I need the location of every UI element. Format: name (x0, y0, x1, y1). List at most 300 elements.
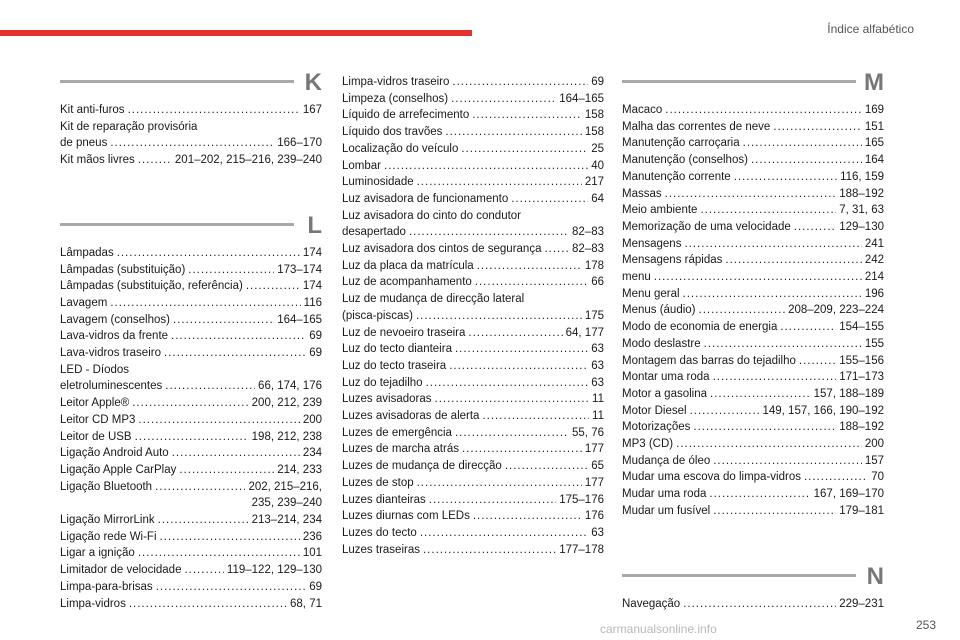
index-line (622, 186, 884, 203)
index-entry (622, 302, 884, 319)
index-pages[interactable]: 63 (591, 343, 604, 356)
dot-leader (472, 107, 582, 124)
index-pages[interactable]: 176 (584, 510, 604, 523)
index-pages[interactable]: 69 (309, 347, 322, 360)
dot-leader (505, 458, 588, 475)
index-pages[interactable]: 214, 233 (277, 463, 322, 476)
index-pages[interactable]: 68, 71 (290, 597, 322, 610)
index-line (60, 328, 322, 345)
index-pages[interactable]: 169 (864, 104, 884, 116)
index-term: Luminosidade (342, 176, 414, 189)
index-term: Luz da placa da matrícula (342, 259, 474, 272)
index-pages[interactable]: 63 (591, 526, 604, 539)
index-entry (342, 174, 604, 191)
dot-leader (544, 241, 569, 258)
index-term: Luz avisadora dos cintos de segurança (342, 243, 542, 256)
dot-leader (734, 169, 837, 186)
dot-leader (713, 453, 862, 470)
index-pages[interactable]: 155 (864, 337, 884, 350)
index-pages[interactable]: 69 (309, 580, 322, 593)
index-line (60, 102, 322, 119)
index-term: Luz do tecto traseira (342, 359, 447, 372)
index-term: Luzes do tecto (342, 526, 417, 539)
index-term: Luzes de marcha atrás (342, 443, 459, 456)
index-entry (60, 362, 322, 395)
index-line (342, 124, 604, 141)
index-term: Ligação Android Auto (60, 447, 169, 460)
index-pages[interactable]: 82–83 (572, 243, 604, 256)
index-term: Líquido de arrefecimento (342, 109, 470, 122)
index-pages[interactable]: 151 (864, 120, 884, 133)
index-pages[interactable]: 234 (302, 447, 322, 460)
index-entry (60, 529, 322, 546)
index-pages[interactable]: 202, 215–216, (248, 480, 322, 493)
index-line (60, 312, 322, 329)
section-gap (622, 520, 884, 568)
section-gap (60, 169, 322, 217)
index-pages[interactable]: 64, 177 (565, 326, 604, 339)
section-rule (622, 80, 856, 83)
index-line (342, 224, 604, 241)
index-line (622, 286, 884, 303)
dot-leader (188, 262, 274, 279)
index-line (342, 158, 604, 175)
index-entry (60, 119, 322, 152)
index-entry (622, 169, 884, 186)
index-line (342, 91, 604, 108)
index-line (342, 475, 604, 492)
dot-leader (665, 102, 862, 119)
index-entry (622, 436, 884, 453)
index-term: Motor Diesel (622, 404, 687, 417)
index-entry (342, 341, 604, 358)
index-line (622, 436, 884, 453)
dot-leader (110, 135, 274, 152)
dot-leader (725, 252, 861, 269)
index-pages[interactable]: 179–181 (839, 504, 884, 517)
dot-leader (435, 391, 590, 408)
index-pages[interactable]: 188–192 (839, 187, 884, 200)
index-line (60, 512, 322, 529)
index-term: Luz do tejadilho (342, 376, 423, 389)
index-entry (60, 479, 322, 512)
index-pages[interactable]: 167 (302, 104, 322, 116)
index-entry (342, 375, 604, 392)
index-pages[interactable]: 154–155 (839, 321, 884, 334)
index-term: Limpa-para-brisas (60, 580, 153, 593)
index-pages[interactable]: 82–83 (572, 226, 604, 239)
index-line (342, 174, 604, 191)
index-term: Lavagem (conselhos) (60, 313, 170, 326)
index-line (60, 596, 322, 613)
index-term: Luzes avisadoras (342, 393, 432, 406)
index-term: Limpa-vidros traseiro (342, 76, 450, 88)
index-line (622, 386, 884, 403)
index-line (622, 269, 884, 286)
index-pages-continued[interactable]: 235, 239–240 (251, 497, 322, 510)
index-entry (622, 186, 884, 203)
index-line (342, 141, 604, 158)
index-pages[interactable]: 166–170 (277, 137, 322, 150)
index-line (622, 403, 884, 420)
index-entry (622, 252, 884, 269)
index-pages[interactable]: 214 (864, 271, 884, 284)
index-pages[interactable]: 242 (864, 254, 884, 267)
index-pages[interactable]: 164–165 (559, 92, 604, 105)
index-term: Lâmpadas (60, 246, 114, 259)
dot-leader (138, 152, 172, 169)
index-pages[interactable]: 158 (584, 126, 604, 139)
index-column-3 (622, 69, 884, 612)
index-line (60, 378, 322, 395)
dot-leader (455, 341, 588, 358)
index-line (622, 419, 884, 436)
index-entry (342, 441, 604, 458)
index-line (60, 462, 322, 479)
index-term: Kit mãos livres (60, 154, 135, 167)
index-entry (622, 236, 884, 253)
index-pages[interactable]: 171–173 (839, 371, 884, 384)
index-line (622, 236, 884, 253)
index-term: Luzes dianteiras (342, 493, 426, 506)
index-entry (622, 119, 884, 136)
index-entry (622, 419, 884, 436)
index-term: de pneus (60, 137, 108, 150)
index-line (622, 135, 884, 152)
dot-leader (743, 135, 862, 152)
dot-leader (451, 91, 556, 108)
index-pages[interactable]: 155–156 (839, 354, 884, 367)
index-entry (60, 328, 322, 345)
index-term: Lava-vidros traseiro (60, 347, 161, 360)
index-entry (60, 545, 322, 562)
index-pages[interactable]: 25 (591, 142, 604, 155)
index-term: Menu geral (622, 287, 680, 300)
dot-leader (676, 436, 862, 453)
index-entry (342, 274, 604, 291)
index-pages[interactable]: 236 (302, 530, 322, 543)
page-header-title: Índice alfabético (827, 22, 914, 36)
section-letter: K (304, 69, 322, 96)
index-line (342, 441, 604, 458)
index-line (342, 191, 604, 208)
index-entry (622, 135, 884, 152)
index-line (342, 525, 604, 542)
index-pages[interactable]: 55, 76 (572, 426, 604, 439)
index-term: Navegação (622, 597, 681, 610)
watermark: carmanualsonline.info (600, 622, 717, 636)
dot-leader (246, 278, 300, 295)
index-pages[interactable]: 158 (584, 109, 604, 122)
dot-leader (710, 386, 811, 403)
index-pages[interactable]: 177–178 (559, 543, 604, 556)
index-pages[interactable]: 200 (302, 413, 322, 426)
index-line (60, 545, 322, 562)
index-entry (622, 469, 884, 486)
index-line (622, 353, 884, 370)
index-pages[interactable]: 164 (864, 154, 884, 167)
dot-leader (164, 345, 306, 362)
index-term: Motorizações (622, 421, 691, 434)
dot-leader (804, 469, 868, 486)
dot-leader (455, 425, 569, 442)
index-term-line: LED - Díodos (60, 363, 130, 376)
index-line (60, 345, 322, 362)
dot-leader (409, 224, 569, 241)
index-term: Manutenção (conselhos) (622, 154, 748, 167)
index-term: Lavagem (60, 296, 108, 309)
index-pages[interactable]: 200, 212, 239 (251, 397, 322, 410)
index-term: Malha das correntes de neve (622, 120, 771, 133)
index-entry (622, 202, 884, 219)
index-pages[interactable]: 149, 157, 166, 190–192 (762, 404, 884, 417)
index-pages[interactable]: 208–209, 223–224 (788, 304, 884, 317)
index-entry (60, 412, 322, 429)
index-entry (60, 102, 322, 119)
index-pages[interactable]: 164–165 (277, 313, 322, 326)
index-entry (60, 445, 322, 462)
index-entry (342, 141, 604, 158)
index-term: Luzes de emergência (342, 426, 452, 439)
index-term: Limpeza (conselhos) (342, 92, 449, 105)
index-pages[interactable]: 65 (591, 460, 604, 473)
index-entry (60, 245, 322, 262)
section-header (622, 562, 884, 590)
dot-leader (482, 408, 589, 425)
index-line (342, 325, 604, 342)
index-pages[interactable]: 200 (864, 438, 884, 451)
index-pages[interactable]: 174 (302, 246, 322, 259)
index-line (342, 241, 604, 258)
index-term: Mudar um fusível (622, 504, 711, 517)
dot-leader (794, 219, 836, 236)
index-pages[interactable]: 11 (592, 410, 604, 423)
index-entry (60, 562, 322, 579)
index-line (622, 336, 884, 353)
dot-leader (709, 486, 810, 503)
index-pages[interactable]: 119–122, 129–130 (226, 564, 322, 577)
index-line (622, 453, 884, 470)
index-entry (622, 386, 884, 403)
section-letter: L (307, 211, 322, 239)
index-pages[interactable]: 175–176 (559, 493, 604, 506)
index-pages[interactable]: 241 (864, 237, 884, 250)
dot-leader (700, 202, 836, 219)
index-entry (622, 219, 884, 236)
section-letter: M (864, 69, 884, 96)
index-term: Montagem das barras do tejadilho (622, 354, 796, 367)
index-pages[interactable]: 177 (584, 476, 604, 489)
index-entry (342, 74, 604, 91)
index-line (60, 295, 322, 312)
index-pages[interactable]: 69 (309, 330, 322, 343)
dot-leader (799, 353, 836, 370)
dot-leader (477, 258, 582, 275)
index-entry (342, 107, 604, 124)
index-term: Manutenção corrente (622, 170, 731, 183)
index-pages[interactable]: 64 (591, 192, 604, 205)
index-pages[interactable]: 11 (592, 393, 604, 406)
index-term: Ligação rede Wi-Fi (60, 530, 157, 543)
dot-leader (128, 102, 300, 119)
index-pages[interactable]: 116 (303, 296, 322, 309)
index-entry (60, 152, 322, 169)
dot-leader (417, 475, 582, 492)
index-term: Motor a gasolina (622, 387, 708, 400)
index-pages[interactable]: 7, 31, 63 (839, 204, 884, 217)
index-term: Luzes diurnas com LEDs (342, 510, 470, 523)
dot-leader (158, 512, 249, 529)
index-line (622, 302, 884, 319)
index-pages[interactable]: 196 (864, 287, 884, 300)
index-pages[interactable]: 66, 174, 176 (258, 380, 322, 393)
index-line (342, 274, 604, 291)
index-entry (342, 391, 604, 408)
dot-leader (384, 158, 588, 175)
index-entry (60, 512, 322, 529)
index-entry (622, 453, 884, 470)
index-line (622, 219, 884, 236)
index-term: Meio ambiente (622, 204, 698, 217)
index-entry (342, 492, 604, 509)
index-pages[interactable]: 167, 169–170 (813, 488, 884, 501)
index-term: Mensagens rápidas (622, 254, 723, 267)
index-pages[interactable]: 157 (864, 454, 884, 467)
index-line (342, 258, 604, 275)
index-pages[interactable]: 213–214, 234 (251, 514, 322, 527)
dot-leader (117, 245, 300, 262)
dot-leader (511, 191, 588, 208)
index-pages[interactable]: 165 (864, 137, 884, 150)
index-entry (60, 278, 322, 295)
index-entry (622, 486, 884, 503)
index-line (622, 469, 884, 486)
index-pages[interactable]: 70 (871, 471, 884, 484)
dot-leader (138, 412, 299, 429)
index-line (622, 152, 884, 169)
index-pages[interactable]: 66 (591, 276, 604, 289)
index-pages[interactable]: 40 (591, 159, 604, 172)
index-line (622, 319, 884, 336)
index-term: Luz do tecto dianteira (342, 343, 452, 356)
index-line (60, 579, 322, 596)
index-term: Luzes de mudança de direcção (342, 460, 502, 473)
dot-leader (693, 419, 836, 436)
index-line (342, 107, 604, 124)
index-pages[interactable]: 157, 188–189 (813, 387, 884, 400)
index-line (342, 341, 604, 358)
dot-leader (684, 236, 861, 253)
index-line (60, 412, 322, 429)
index-term: (pisca-piscas) (342, 309, 413, 322)
section-header (60, 211, 322, 239)
index-pages[interactable]: 198, 212, 238 (251, 430, 322, 443)
dot-leader (156, 579, 307, 596)
dot-leader (155, 479, 245, 496)
index-entry (342, 425, 604, 442)
index-line (622, 102, 884, 119)
index-entry (342, 258, 604, 275)
index-line (342, 425, 604, 442)
index-entry (342, 208, 604, 241)
index-pages[interactable]: 173–174 (277, 263, 322, 276)
section-rule (60, 223, 294, 226)
index-term: Mensagens (622, 237, 682, 250)
index-term: Lombar (342, 159, 381, 172)
index-column-1 (60, 69, 322, 612)
dot-leader (445, 124, 581, 141)
index-term: Limitador de velocidade (60, 564, 182, 577)
index-pages[interactable]: 69 (591, 76, 604, 88)
index-entry (342, 475, 604, 492)
index-line (622, 202, 884, 219)
index-entry (60, 295, 322, 312)
dot-leader (172, 445, 300, 462)
dot-leader (160, 529, 300, 546)
index-term: Montar uma roda (622, 371, 710, 384)
index-pages[interactable]: 175 (584, 309, 604, 322)
index-entry (342, 291, 604, 324)
index-line (60, 429, 322, 446)
index-line (60, 445, 322, 462)
section-rule (622, 574, 856, 577)
index-pages[interactable]: 229–231 (839, 597, 884, 610)
index-pages[interactable]: 101 (302, 547, 322, 560)
dot-leader (683, 286, 862, 303)
page-number: 253 (915, 618, 936, 632)
index-term: Ligar a ignição (60, 547, 135, 560)
index-pages[interactable]: 129–130 (839, 220, 884, 233)
index-term: Localização do veículo (342, 142, 459, 155)
index-pages[interactable]: 201–202, 215–216, 239–240 (174, 154, 322, 167)
index-term: MP3 (CD) (622, 438, 674, 451)
index-entry (342, 542, 604, 559)
index-term-line: Kit de reparação provisória (60, 120, 198, 133)
dot-leader (173, 312, 274, 329)
index-pages[interactable]: 116, 159 (840, 170, 884, 183)
index-term: menu (622, 271, 651, 284)
dot-leader (417, 174, 582, 191)
dot-leader (780, 319, 836, 336)
dot-leader (665, 186, 837, 203)
dot-leader (713, 369, 837, 386)
index-entry (342, 91, 604, 108)
section-header (622, 69, 884, 96)
index-pages[interactable]: 188–192 (839, 421, 884, 434)
index-term: Líquido dos travões (342, 126, 443, 139)
index-line (342, 308, 604, 325)
dot-leader (171, 328, 306, 345)
index-entry (342, 241, 604, 258)
index-line (60, 529, 322, 546)
dot-leader (704, 336, 862, 353)
index-line (60, 262, 322, 279)
index-pages[interactable]: 177 (584, 443, 604, 456)
index-entry (622, 503, 884, 520)
index-pages[interactable]: 63 (591, 359, 604, 372)
index-line (622, 503, 884, 520)
dot-leader (135, 429, 249, 446)
index-entry (622, 369, 884, 386)
index-entry (622, 286, 884, 303)
index-pages[interactable]: 178 (584, 259, 604, 272)
index-entry (622, 102, 884, 119)
dot-leader (468, 325, 562, 342)
index-pages[interactable]: 63 (591, 376, 604, 389)
index-pages[interactable]: 174 (302, 280, 322, 293)
index-term: Menus (áudio) (622, 304, 696, 317)
index-pages[interactable]: 217 (584, 176, 604, 189)
